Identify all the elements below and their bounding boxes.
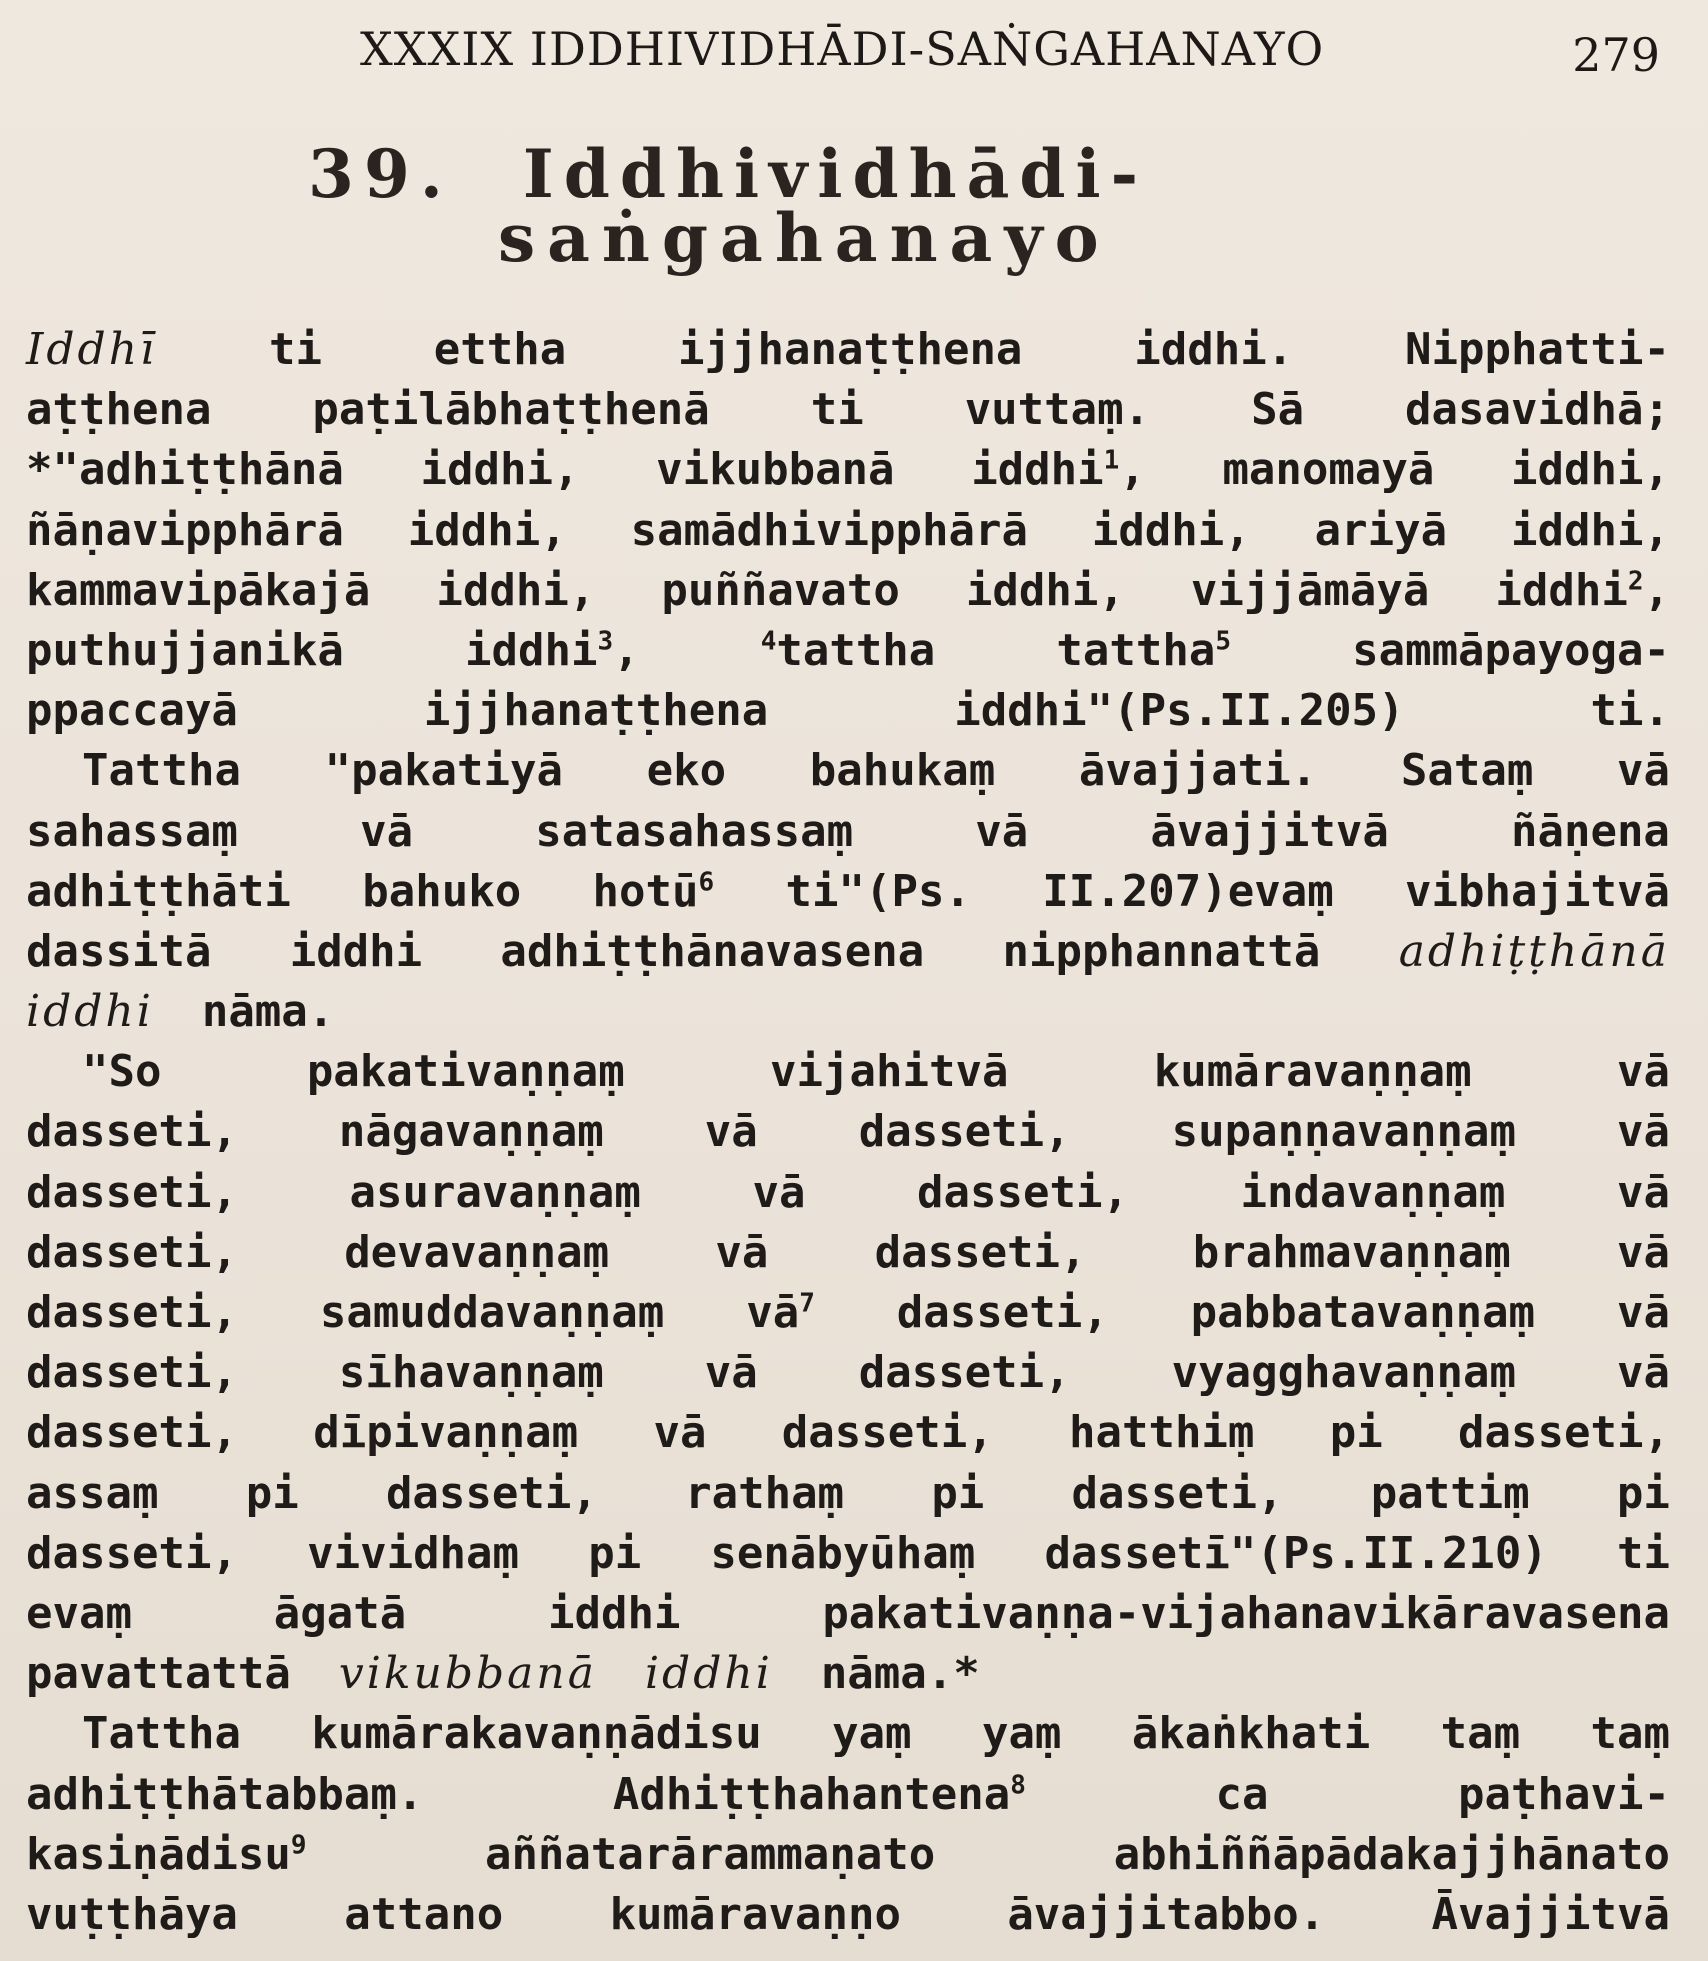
text-line (26, 1584, 1670, 1644)
word: adhiṭṭhānā (1398, 925, 1670, 977)
text-line (26, 1885, 1670, 1945)
word: $^4$tattha (760, 624, 936, 676)
word: vijahitvā (770, 1046, 1009, 1098)
word: ariyā (1314, 504, 1448, 556)
word: dasseti, (1071, 1467, 1284, 1519)
word: iddhi. (1134, 324, 1294, 375)
word: kumāravaṇṇo (609, 1888, 901, 1940)
word: tattha$^5$ (1056, 624, 1231, 676)
word: dasseti, (896, 1287, 1109, 1338)
word: dasseti, (26, 1407, 238, 1459)
text-line (26, 501, 1670, 561)
text-line (26, 1283, 1670, 1343)
word: āvajjitvā (1150, 805, 1389, 857)
text-line (26, 922, 1670, 982)
word: pi (1616, 1467, 1670, 1519)
word: dassitā (26, 925, 212, 977)
word: vā (752, 1166, 806, 1218)
word: dasseti, (26, 1226, 238, 1278)
text-line (26, 440, 1670, 500)
word: indavaṇṇaṃ (1240, 1166, 1506, 1218)
text-line (26, 1825, 1670, 1885)
word: ti (810, 384, 864, 436)
word: devavaṇṇaṃ (344, 1226, 610, 1278)
word: āgatā (273, 1587, 407, 1639)
text-line (26, 1765, 1670, 1825)
body-text (26, 320, 1670, 1945)
chapter-title-part-2: saṅgahanayo (498, 199, 1111, 277)
text-line (26, 681, 1670, 741)
word: taṃ (1440, 1708, 1521, 1760)
word: adhiṭṭhātabbaṃ. (26, 1768, 424, 1820)
text-line (26, 862, 1670, 922)
word: pi (1329, 1407, 1383, 1459)
word: vā (1616, 1106, 1670, 1158)
word: iddhi$^1$, (971, 444, 1146, 496)
word: supaṇṇavaṇṇaṃ (1171, 1106, 1516, 1158)
text-line (26, 1102, 1670, 1162)
word: eko (646, 745, 727, 797)
text-line (26, 982, 1670, 1042)
word: kammavipākajā (26, 564, 371, 616)
word: vā (704, 1106, 758, 1158)
word: vā (1616, 1226, 1670, 1278)
word: senābyūhaṃ (710, 1527, 976, 1579)
page-number: 279 (1572, 28, 1660, 82)
word: adhiṭṭhānavasena (500, 925, 925, 977)
word: dasseti, (917, 1166, 1129, 1218)
word: vikubbanā (656, 444, 895, 496)
word: ca (1215, 1768, 1269, 1820)
word: vā (1617, 1046, 1670, 1098)
text-line (26, 1464, 1670, 1524)
word: hatthiṃ (1068, 1407, 1255, 1459)
word: hotū$^6$ (592, 865, 715, 917)
word: pakativaṇṇaṃ (306, 1046, 625, 1098)
word: ijjhanaṭṭhena (678, 324, 1023, 375)
word: kumāravaṇṇaṃ (1153, 1046, 1472, 1098)
word: iddhi (644, 1648, 773, 1700)
word: Sataṃ (1400, 745, 1534, 797)
word: dasseti, (26, 1347, 238, 1399)
word: taṃ (1590, 1708, 1670, 1760)
word: ti"(Ps. (785, 865, 971, 917)
word: dasseti, (874, 1226, 1087, 1278)
word: dīpivaṇṇaṃ (313, 1407, 579, 1459)
chapter-number: 39. (308, 135, 453, 213)
word: iddhi, (407, 504, 567, 556)
word: Tattha (82, 1708, 241, 1760)
word: kumārakavaṇṇādisu (311, 1708, 762, 1760)
word: āvajjitabbo. (1007, 1888, 1326, 1940)
word: iddhi, (1091, 504, 1251, 556)
text-line (26, 1042, 1670, 1102)
word: pavattattā (26, 1648, 291, 1700)
word: vuttaṃ. (964, 384, 1151, 436)
word: assaṃ (26, 1467, 159, 1519)
word: paṭhavi- (1458, 1768, 1670, 1820)
word: iddhi$^3$, (464, 624, 640, 676)
word: ettha (433, 324, 567, 375)
word: dasseti, (1458, 1407, 1670, 1459)
word: pi (588, 1527, 642, 1579)
word: Āvajjitvā (1431, 1888, 1670, 1940)
word: vikubbanā (338, 1648, 597, 1700)
text-line (26, 1524, 1670, 1584)
word: vā (715, 1226, 769, 1278)
text-line (26, 1403, 1670, 1463)
word: sahassaṃ (26, 805, 238, 857)
word: iddhi, (965, 564, 1125, 616)
word: pi (931, 1467, 985, 1519)
word: iddhi$^2$, (1495, 564, 1670, 616)
word: ppaccayā (26, 685, 238, 737)
word: vā (704, 1347, 758, 1399)
word: dasseti, (26, 1287, 238, 1338)
text-line (26, 802, 1670, 862)
word: ijjhanaṭṭhena (423, 685, 769, 737)
word: dasseti, (26, 1106, 238, 1158)
text-line (26, 1223, 1670, 1283)
word: pattiṃ (1370, 1467, 1530, 1519)
word: sammāpayoga- (1352, 624, 1670, 676)
word: vā (360, 805, 414, 857)
word: vividhaṃ (307, 1527, 520, 1579)
word: ti (1617, 1527, 1670, 1579)
word: iddhi (548, 1587, 681, 1639)
word: ñāṇavipphārā (26, 504, 344, 556)
word: dasseti, (781, 1407, 994, 1459)
text-line (26, 621, 1670, 681)
word: kasiṇādisu$^9$ (26, 1828, 307, 1880)
word: iddhi, (1510, 504, 1670, 556)
word: pi (245, 1467, 299, 1519)
word: ākaṅkhati (1131, 1708, 1371, 1760)
word: iddhi, (420, 444, 580, 496)
text-line (26, 1704, 1670, 1764)
word: Tattha (82, 745, 241, 797)
word: rathaṃ (685, 1467, 845, 1519)
word: bahukaṃ (809, 745, 996, 797)
word: *"adhiṭṭhānā (26, 444, 344, 496)
word: nāma.* (820, 1648, 980, 1700)
word: vā (653, 1407, 707, 1459)
word: nipphannattā (1002, 925, 1321, 977)
text-line (26, 561, 1670, 621)
word: āvajjati. (1078, 745, 1318, 797)
word: vā (975, 805, 1029, 857)
word: dasseti, (385, 1467, 598, 1519)
word: samuddavaṇṇaṃ (319, 1287, 665, 1338)
word: nāgavaṇṇaṃ (338, 1106, 604, 1158)
word: Nipphatti- (1405, 324, 1670, 375)
running-header-title: XXXIX IDDHIVIDHĀDI-SAṄGAHANAYO (360, 22, 1325, 76)
word: bahuko (362, 865, 522, 917)
word: vā (1616, 1347, 1670, 1399)
word: adhiṭṭhāti (26, 865, 291, 917)
word: dassetī"(Ps.II.210) (1044, 1527, 1548, 1579)
word: dasseti, (858, 1106, 1071, 1158)
word: sīhavaṇṇaṃ (338, 1347, 604, 1399)
word: Iddhī (26, 324, 158, 375)
word: manomayā (1222, 444, 1435, 496)
word: ñāṇena (1510, 805, 1670, 857)
text-line (26, 320, 1670, 380)
chapter-title-part-1: Iddhividhādi- (522, 135, 1148, 213)
word: ti. (1590, 685, 1670, 737)
word: yaṃ (981, 1708, 1062, 1760)
word: dasseti, (858, 1347, 1071, 1399)
word: iddhi (26, 986, 154, 1038)
word: paṭilābhaṭṭhenā (312, 384, 710, 436)
word: iddhi"(Ps.II.205) (954, 685, 1405, 737)
text-line (26, 741, 1670, 801)
word: brahmavaṇṇaṃ (1192, 1226, 1511, 1278)
word: nāma. (201, 986, 335, 1038)
word: puññavato (661, 564, 900, 616)
word: iddhi (289, 925, 423, 977)
word: Adhiṭṭhahantena$^8$ (612, 1768, 1026, 1820)
word: dasavidhā; (1405, 384, 1670, 436)
word: asuravaṇṇaṃ (349, 1166, 641, 1218)
word: ti (268, 324, 322, 375)
text-line (26, 1343, 1670, 1403)
word: vibhajitvā (1405, 865, 1670, 917)
word: satasahassaṃ (535, 805, 854, 857)
word: "So (82, 1046, 162, 1098)
word: puthujjanikā (26, 624, 344, 676)
word: vijjāmāyā (1190, 564, 1430, 616)
word: iddhi, (436, 564, 596, 616)
text-line (26, 1163, 1670, 1223)
word: dasseti, (26, 1527, 238, 1579)
word: dasseti, (26, 1166, 238, 1218)
word: aññatarārammaṇato (484, 1828, 936, 1880)
word: attano (344, 1888, 504, 1940)
word: vuṭṭhāya (26, 1888, 238, 1940)
word: abhiññāpādakajjhānato (1113, 1828, 1670, 1880)
word: $vā^7$ (746, 1287, 815, 1338)
word: II.207)evaṃ (1042, 865, 1334, 917)
word: evaṃ (26, 1587, 132, 1639)
word: vyagghavaṇṇaṃ (1171, 1347, 1516, 1399)
text-line (26, 1644, 1670, 1704)
text-line (26, 380, 1670, 440)
word: iddhi, (1511, 444, 1670, 496)
word: vā (1616, 1166, 1670, 1218)
word: "pakatiyā (324, 745, 564, 797)
word: pakativaṇṇa-vijahanavikāravasena (822, 1587, 1670, 1639)
word: vā (1617, 745, 1670, 797)
word: samādhivipphārā (630, 504, 1028, 556)
word: pabbatavaṇṇaṃ (1190, 1287, 1536, 1338)
word: aṭṭhena (26, 384, 212, 436)
word: yaṃ (832, 1708, 912, 1760)
word: vā (1617, 1287, 1670, 1338)
word: Sā (1251, 384, 1305, 436)
